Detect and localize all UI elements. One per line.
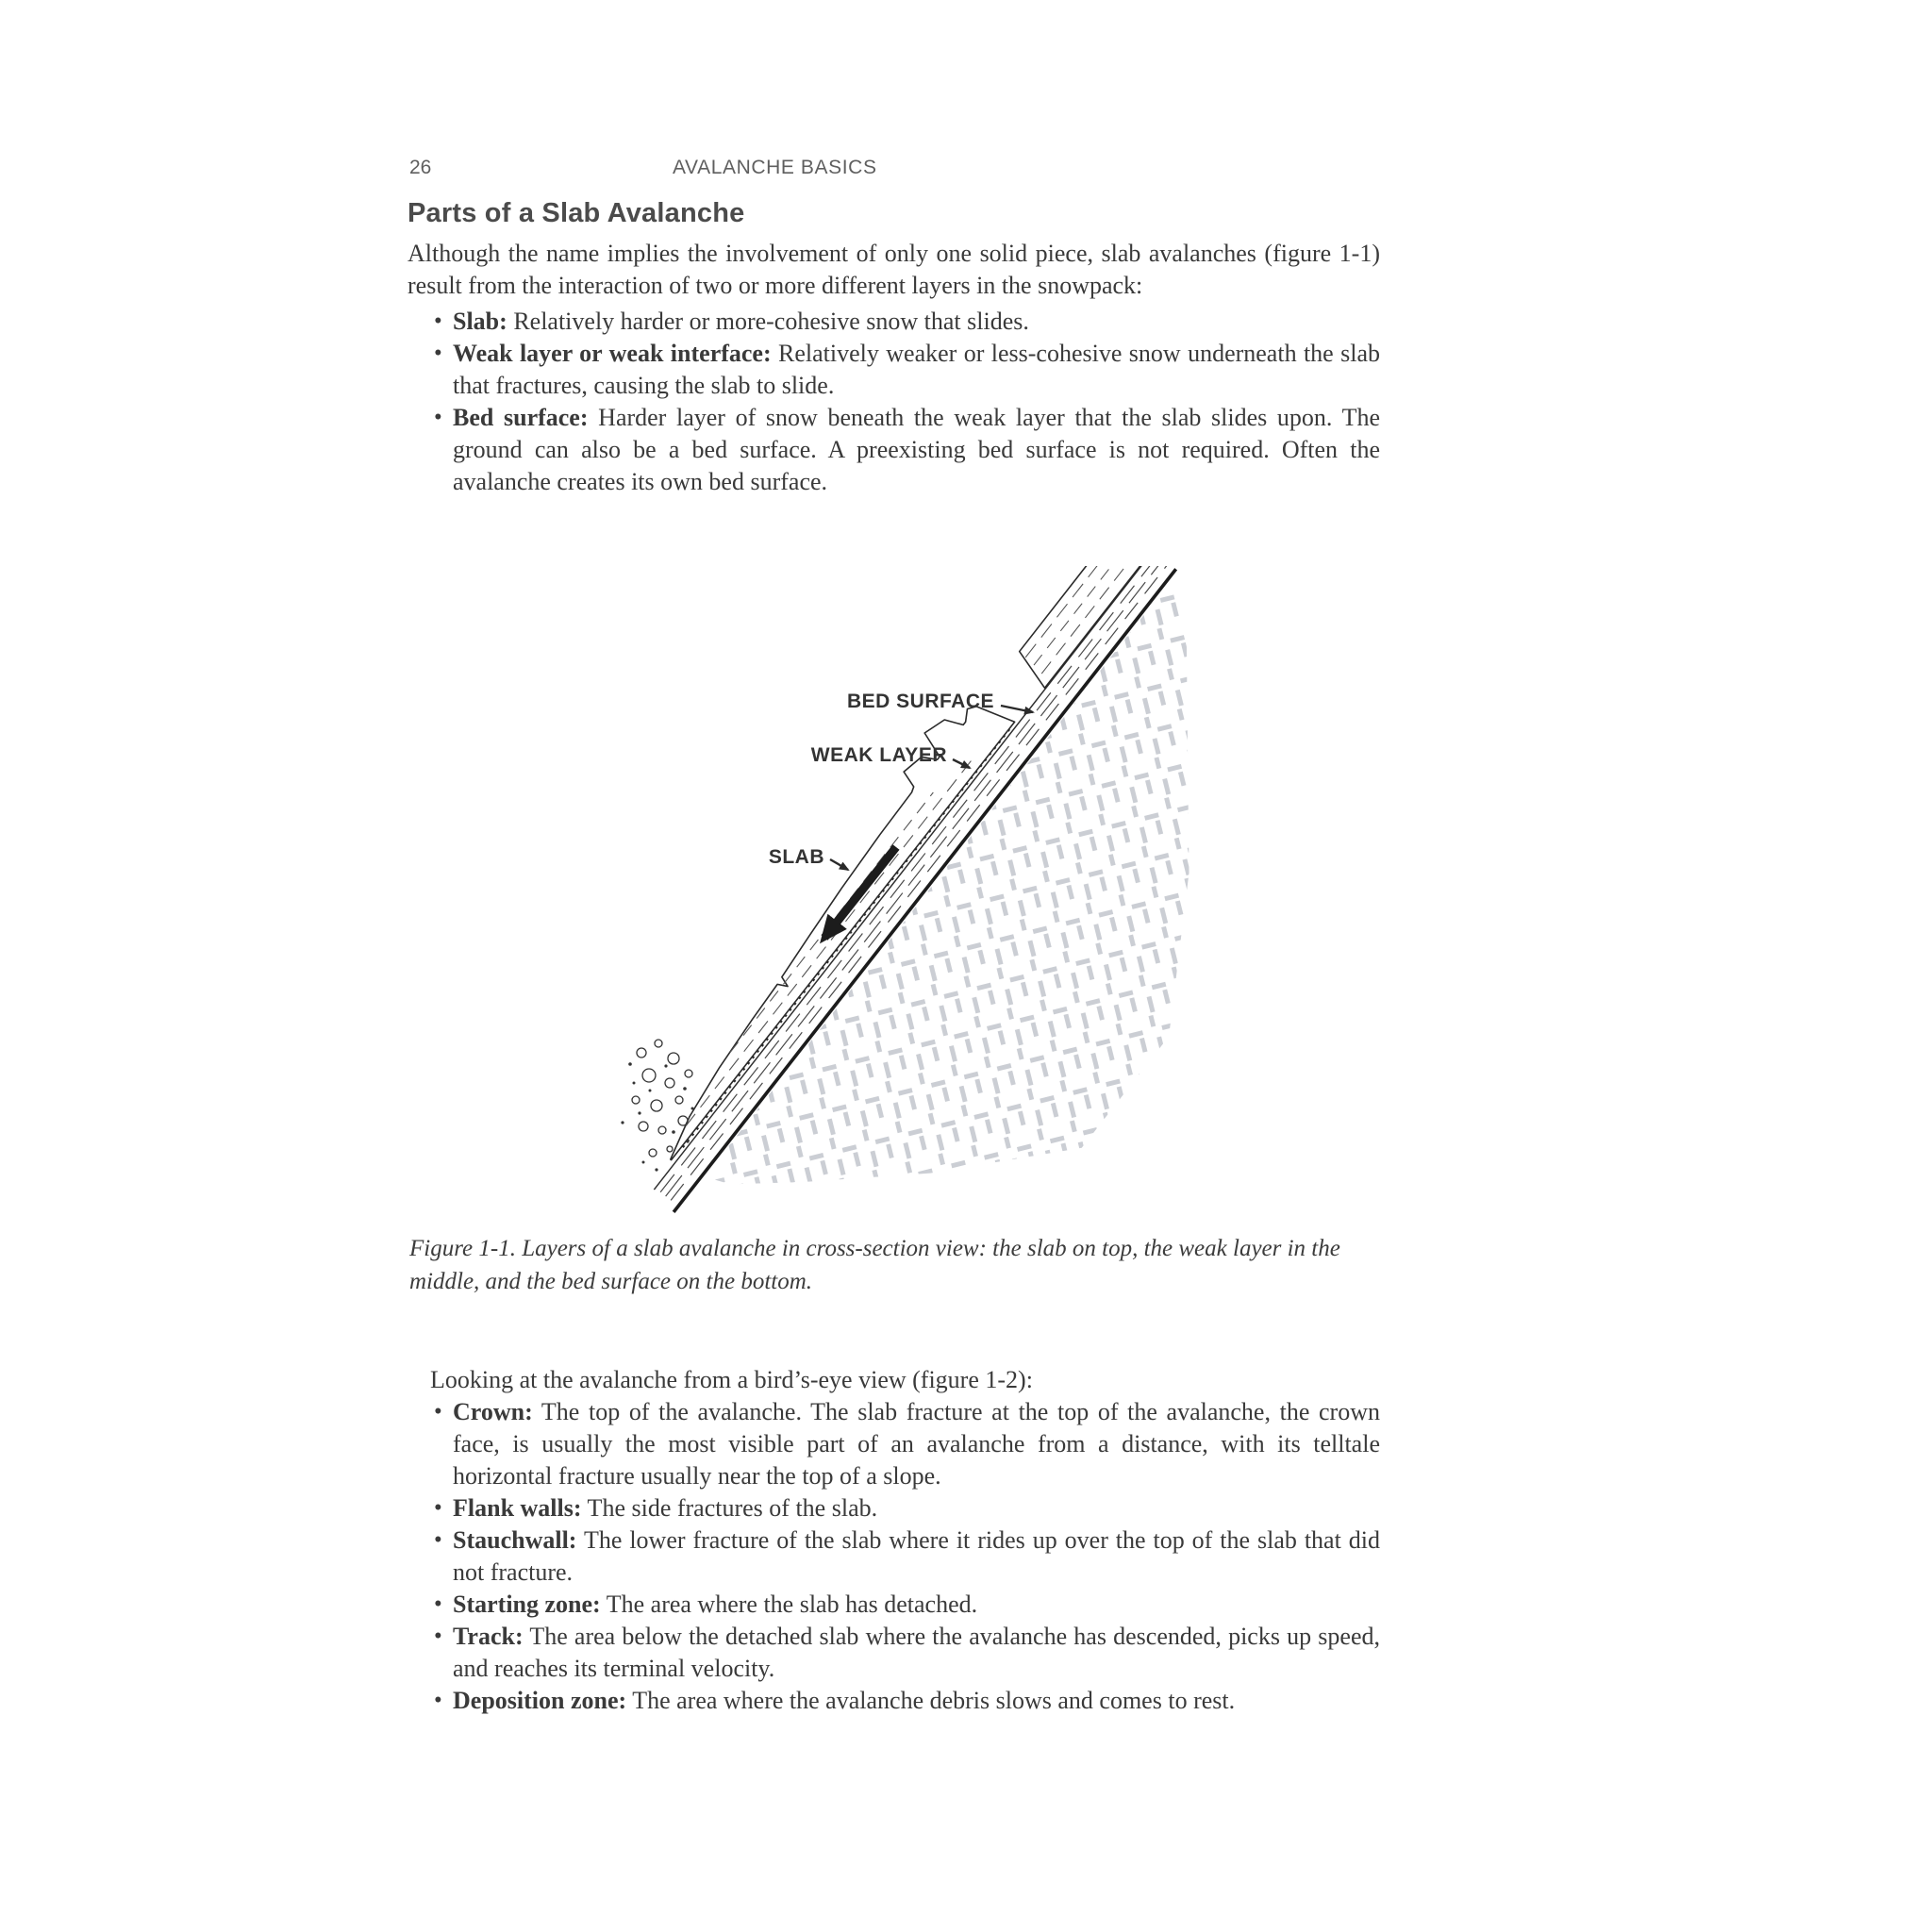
page-sheet	[408, 0, 1380, 1932]
slope-group	[597, 566, 1192, 1217]
bullet-text: Harder layer of snow beneath the weak layer that the slab slides upon. The ground can also be a bed surface. A preexisting bed surface is not required. Often the avalanche creates its own bed surface.	[453, 404, 1381, 495]
list-item	[453, 1396, 1380, 1492]
layer-definition-list	[408, 306, 1380, 498]
intro-paragraph: Although the name implies the involvement of only one solid piece, slab avalanches (figure 1-1) result from the interaction of two or more different layers in the snowpack:	[408, 240, 1380, 299]
bullet-term: Slab:	[453, 308, 507, 335]
bed-surface-label: BED SURFACE	[846, 691, 994, 712]
bullet-text: The side fractures of the slab.	[581, 1494, 878, 1522]
bullet-text: The area where the avalanche debris slows and comes to rest.	[626, 1687, 1236, 1714]
list-item	[453, 1589, 1380, 1621]
list-item	[453, 306, 1380, 338]
list-item	[453, 338, 1380, 402]
avalanche-debris	[621, 1040, 693, 1172]
ground-hatch-area	[705, 583, 1192, 1217]
list-item	[453, 1524, 1380, 1589]
list-item	[453, 1492, 1380, 1524]
bullet-text: The area where the slab has detached.	[600, 1591, 978, 1618]
bullet-text: The lower fracture of the slab where it rides up over the top of the slab that did not fracture.	[453, 1526, 1380, 1586]
list-item	[453, 1621, 1380, 1685]
slab-callout-arrow	[830, 859, 848, 870]
bed-surface-callout-arrow	[1001, 706, 1033, 712]
bullet-text: Relatively harder or more-cohesive snow that slides.	[507, 308, 1029, 335]
running-header: AVALANCHE BASICS	[673, 157, 877, 178]
slab-avalanche-cross-section	[551, 566, 1192, 1217]
bullet-term: Deposition zone:	[453, 1687, 627, 1714]
bullet-text: The area below the detached slab where the avalanche has descended, picks up speed, and reaches its terminal velocity.	[453, 1623, 1380, 1682]
bullet-term: Stauchwall:	[453, 1526, 577, 1554]
figure-1-1-diagram	[551, 566, 1192, 1222]
slab-label: SLAB	[768, 846, 824, 868]
bullet-term: Flank walls:	[453, 1494, 582, 1522]
birdseye-intro-paragraph: Looking at the avalanche from a bird’s-eye view (figure 1-2):	[430, 1366, 1033, 1393]
page-number: 26	[409, 157, 432, 178]
bullet-term: Bed surface:	[453, 404, 589, 431]
bullet-text: Relatively weaker or less-cohesive snow underneath the slab that fractures, causing the slab to slide.	[453, 340, 1380, 399]
bullet-term: Crown:	[453, 1398, 533, 1425]
bullet-term: Track:	[453, 1623, 524, 1650]
list-item	[453, 402, 1380, 498]
weak-layer-label: WEAK LAYER	[810, 744, 947, 766]
bullet-term: Starting zone:	[453, 1591, 601, 1618]
figure-caption: Figure 1-1. Layers of a slab avalanche in cross-section view: the slab on top, the weak layer in the middle, and the bed surface on the bottom.	[409, 1236, 1340, 1294]
bullet-text: The top of the avalanche. The slab fracture at the top of the avalanche, the crown face, is usually the most visible part of an avalanche from a distance, with its telltale horizontal fracture usually near the top of a slope.	[453, 1398, 1380, 1490]
section-title: Parts of a Slab Avalanche	[408, 198, 745, 228]
bullet-term: Weak layer or weak interface:	[453, 340, 772, 367]
birdseye-definition-list	[408, 1396, 1380, 1717]
list-item	[453, 1685, 1380, 1717]
